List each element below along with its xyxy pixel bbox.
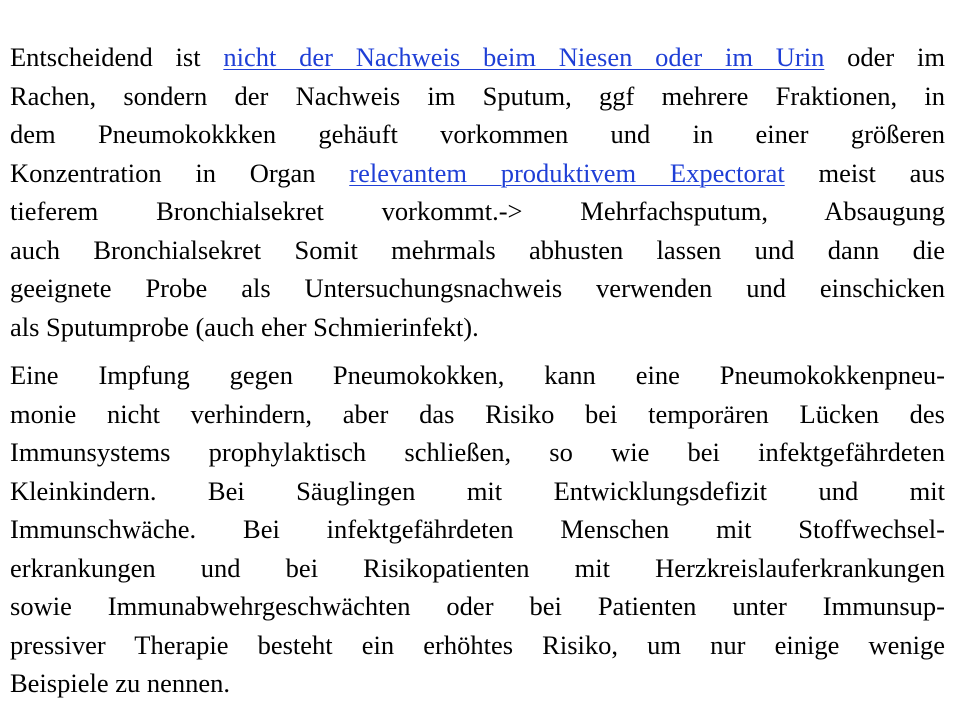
- text-line: geeignete Probe als Untersuchungsnachweis verwenden und einschicken: [10, 273, 945, 303]
- line-text-after-link: oder im: [824, 42, 945, 72]
- text-line: sowie Immunabwehrgeschwächten oder bei Patienten unter Immunsup-: [10, 591, 945, 621]
- link-nachweis-niesen-urin[interactable]: nicht der Nachweis beim Niesen oder im Urin: [223, 42, 825, 72]
- text-line: [10, 38, 945, 77]
- text-line: dem Pneumokokkken gehäuft vorkommen und in einer größeren: [10, 119, 945, 149]
- text-line: pressiver Therapie besteht ein erhöhtes Risiko, um nur einige wenige: [10, 629, 945, 660]
- text-line: Eine Impfung gegen Pneumokokken, kann eine Pneumokokkenpneu-: [10, 360, 945, 390]
- text-line: tieferem Bronchialsekret vorkommt.-> Mehrfachsputum, Absaugung: [10, 196, 945, 226]
- document-body: [10, 38, 945, 703]
- line-text-before-link: Konzentration in Organ: [10, 157, 350, 188]
- text-line: als Sputumprobe (auch eher Schmierinfekt).: [10, 311, 479, 342]
- line-text-before-link: Entscheidend ist: [10, 42, 224, 72]
- text-line: Immunschwäche. Bei infektgefährdeten Menschen mit Stoffwechsel-: [10, 514, 945, 544]
- paragraph-vaccination: [10, 356, 945, 703]
- text-line: Immunsystems prophylaktisch schließen, so wie bei infektgefährdeten: [10, 437, 945, 467]
- text-line: auch Bronchialsekret Somit mehrmals abhusten lassen und dann die: [10, 234, 945, 265]
- text-line: erkrankungen und bei Risikopatienten mit Herzkreislauferkrankungen: [10, 552, 945, 583]
- paragraph-sputum-diagnosis: [10, 38, 945, 346]
- text-line: Rachen, sondern der Nachweis im Sputum, ggf mehrere Fraktionen, in: [10, 80, 945, 111]
- text-line: monie nicht verhindern, aber das Risiko bei temporären Lücken des: [10, 398, 945, 429]
- text-line: Beispiele zu nennen.: [10, 668, 231, 698]
- line-text-after-link: meist aus: [784, 157, 945, 188]
- text-line: [10, 154, 945, 193]
- text-line: Kleinkindern. Bei Säuglingen mit Entwicklungsdefizit und mit: [10, 475, 945, 506]
- link-relevantem-expectorat[interactable]: relevantem produktivem Expectorat: [349, 157, 785, 188]
